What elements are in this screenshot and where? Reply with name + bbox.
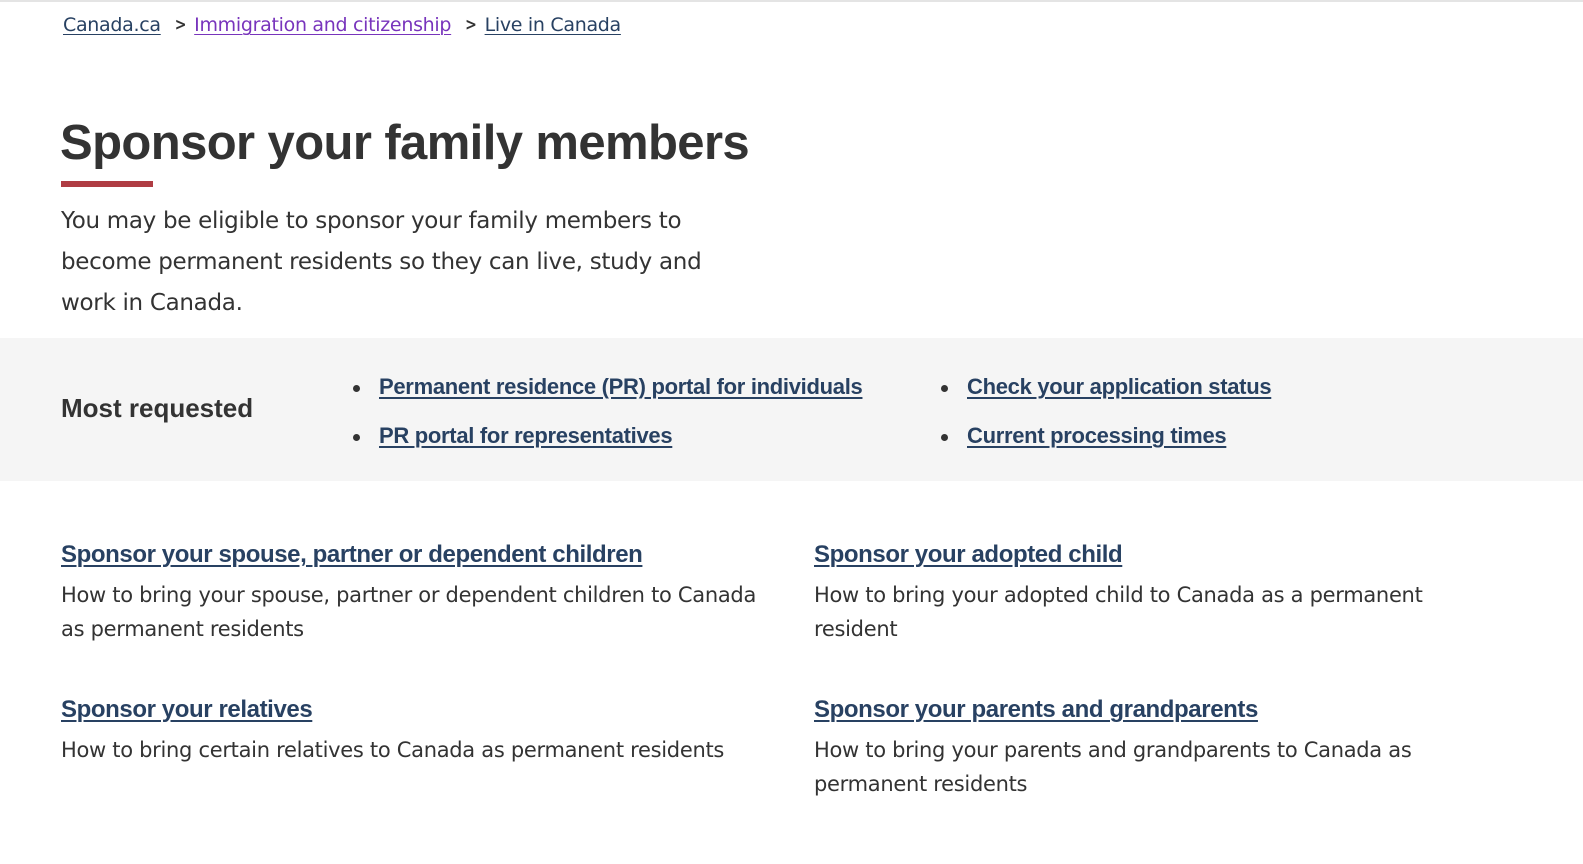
pr-portal-representatives-link[interactable]: PR portal for representatives (379, 423, 673, 448)
list-item (353, 423, 862, 472)
most-requested-list-right (941, 374, 1271, 472)
breadcrumb-canada-ca[interactable]: Canada.ca (63, 14, 161, 36)
card-title-link[interactable]: Sponsor your spouse, partner or dependent children (61, 541, 643, 568)
breadcrumb-immigration-citizenship[interactable]: Immigration and citizenship (194, 14, 452, 36)
pr-portal-individuals-link[interactable]: Permanent residence (PR) portal for individuals (379, 374, 863, 399)
card-description: How to bring your parents and grandparents to Canada as permanent residents (814, 738, 1412, 796)
breadcrumb (63, 14, 621, 36)
card-title-link[interactable]: Sponsor your parents and grandparents (814, 696, 1258, 723)
card-title-link[interactable]: Sponsor your relatives (61, 696, 313, 723)
card-spouse-partner-children (61, 540, 761, 646)
chevron-right-icon: > (174, 15, 187, 35)
list-item (353, 374, 862, 423)
card-parents-grandparents (814, 695, 1494, 801)
card-title-link[interactable]: Sponsor your adopted child (814, 541, 1123, 568)
bullet-icon (353, 434, 360, 441)
bullet-icon (353, 385, 360, 392)
most-requested-heading: Most requested (61, 393, 254, 423)
card-description: How to bring your spouse, partner or dependent children to Canada as permanent residents (61, 583, 757, 641)
page-title: Sponsor your family members (60, 116, 750, 170)
breadcrumb-live-in-canada[interactable]: Live in Canada (484, 14, 621, 36)
bullet-icon (941, 385, 948, 392)
list-item (941, 423, 1271, 472)
intro-text: You may be eligible to sponsor your family members to become permanent residents so they can live, study and work in Canada. (61, 208, 702, 316)
list-item (941, 374, 1271, 423)
current-processing-times-link[interactable]: Current processing times (967, 423, 1227, 448)
card-adopted-child (814, 540, 1494, 646)
most-requested-list-left (353, 374, 862, 472)
most-requested-section (0, 338, 1583, 481)
card-description: How to bring your adopted child to Canada as a permanent resident (814, 583, 1423, 641)
chevron-right-icon: > (465, 15, 477, 35)
card-description: How to bring certain relatives to Canada as permanent residents (61, 738, 725, 762)
bullet-icon (941, 434, 948, 441)
card-relatives (61, 695, 781, 767)
check-application-status-link[interactable]: Check your application status (967, 374, 1272, 399)
title-accent-bar (61, 181, 153, 187)
